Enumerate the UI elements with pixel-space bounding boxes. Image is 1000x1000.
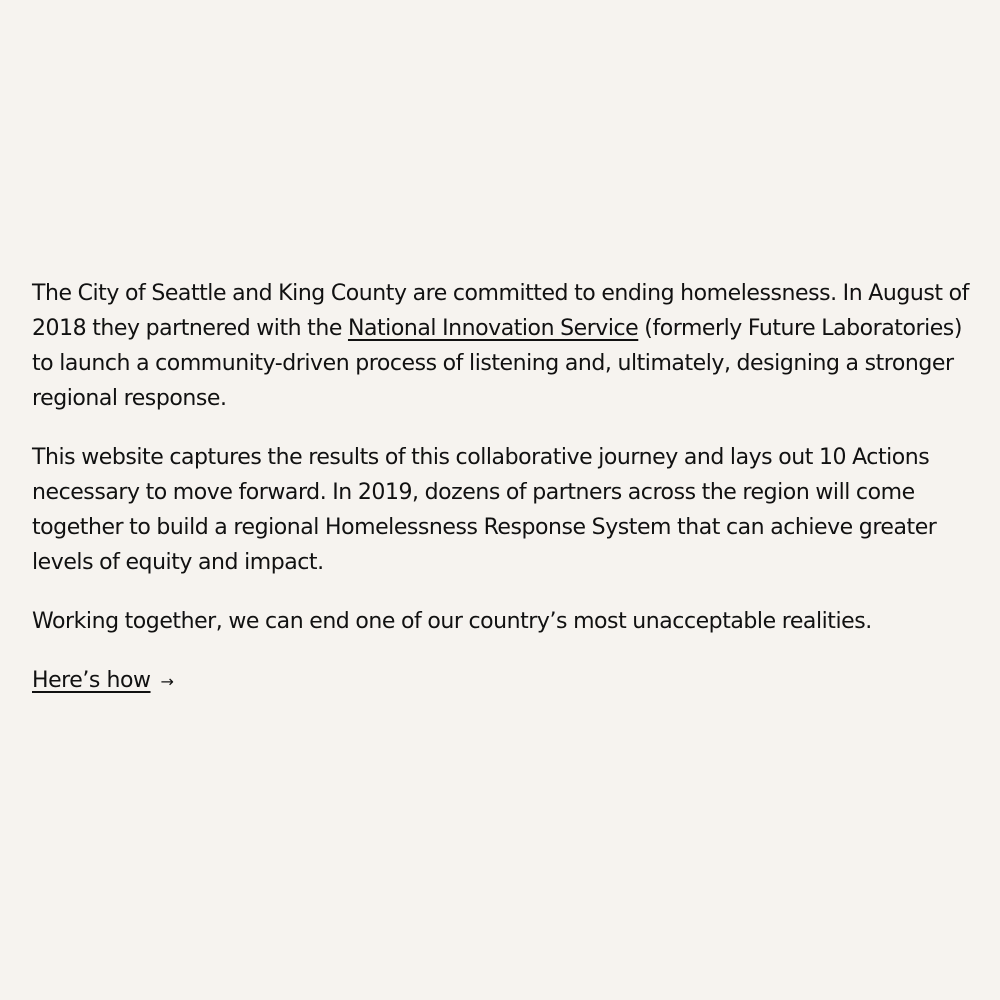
intro-paragraph-1-text-before-link: The City of Seattle and King County are committed to ending homelessness. In August of 2018 they partnered with the <box>32 281 969 341</box>
heres-how-cta[interactable] <box>32 663 972 698</box>
heres-how-link[interactable]: Here’s how <box>32 668 151 693</box>
intro-paragraph-1-text-after-link: (formerly Future Laboratories) to launch a community-driven process of listening and, ultimately, designing a stronger regional response. <box>32 316 962 411</box>
arrow-right-icon: → <box>160 671 174 691</box>
main-content <box>32 276 972 698</box>
national-innovation-service-link[interactable]: National Innovation Service <box>347 316 639 341</box>
intro-paragraph-2: This website captures the results of this collaborative journey and lays out 10 Actions necessary to move forward. In 2019, dozens of partners across the region will come together to build a regional Homelessness Response System that can achieve greater levels of equity and impact. <box>32 445 937 575</box>
intro-paragraph-1 <box>32 276 972 416</box>
intro-paragraph-3: Working together, we can end one of our country’s most unacceptable realities. <box>32 609 872 634</box>
